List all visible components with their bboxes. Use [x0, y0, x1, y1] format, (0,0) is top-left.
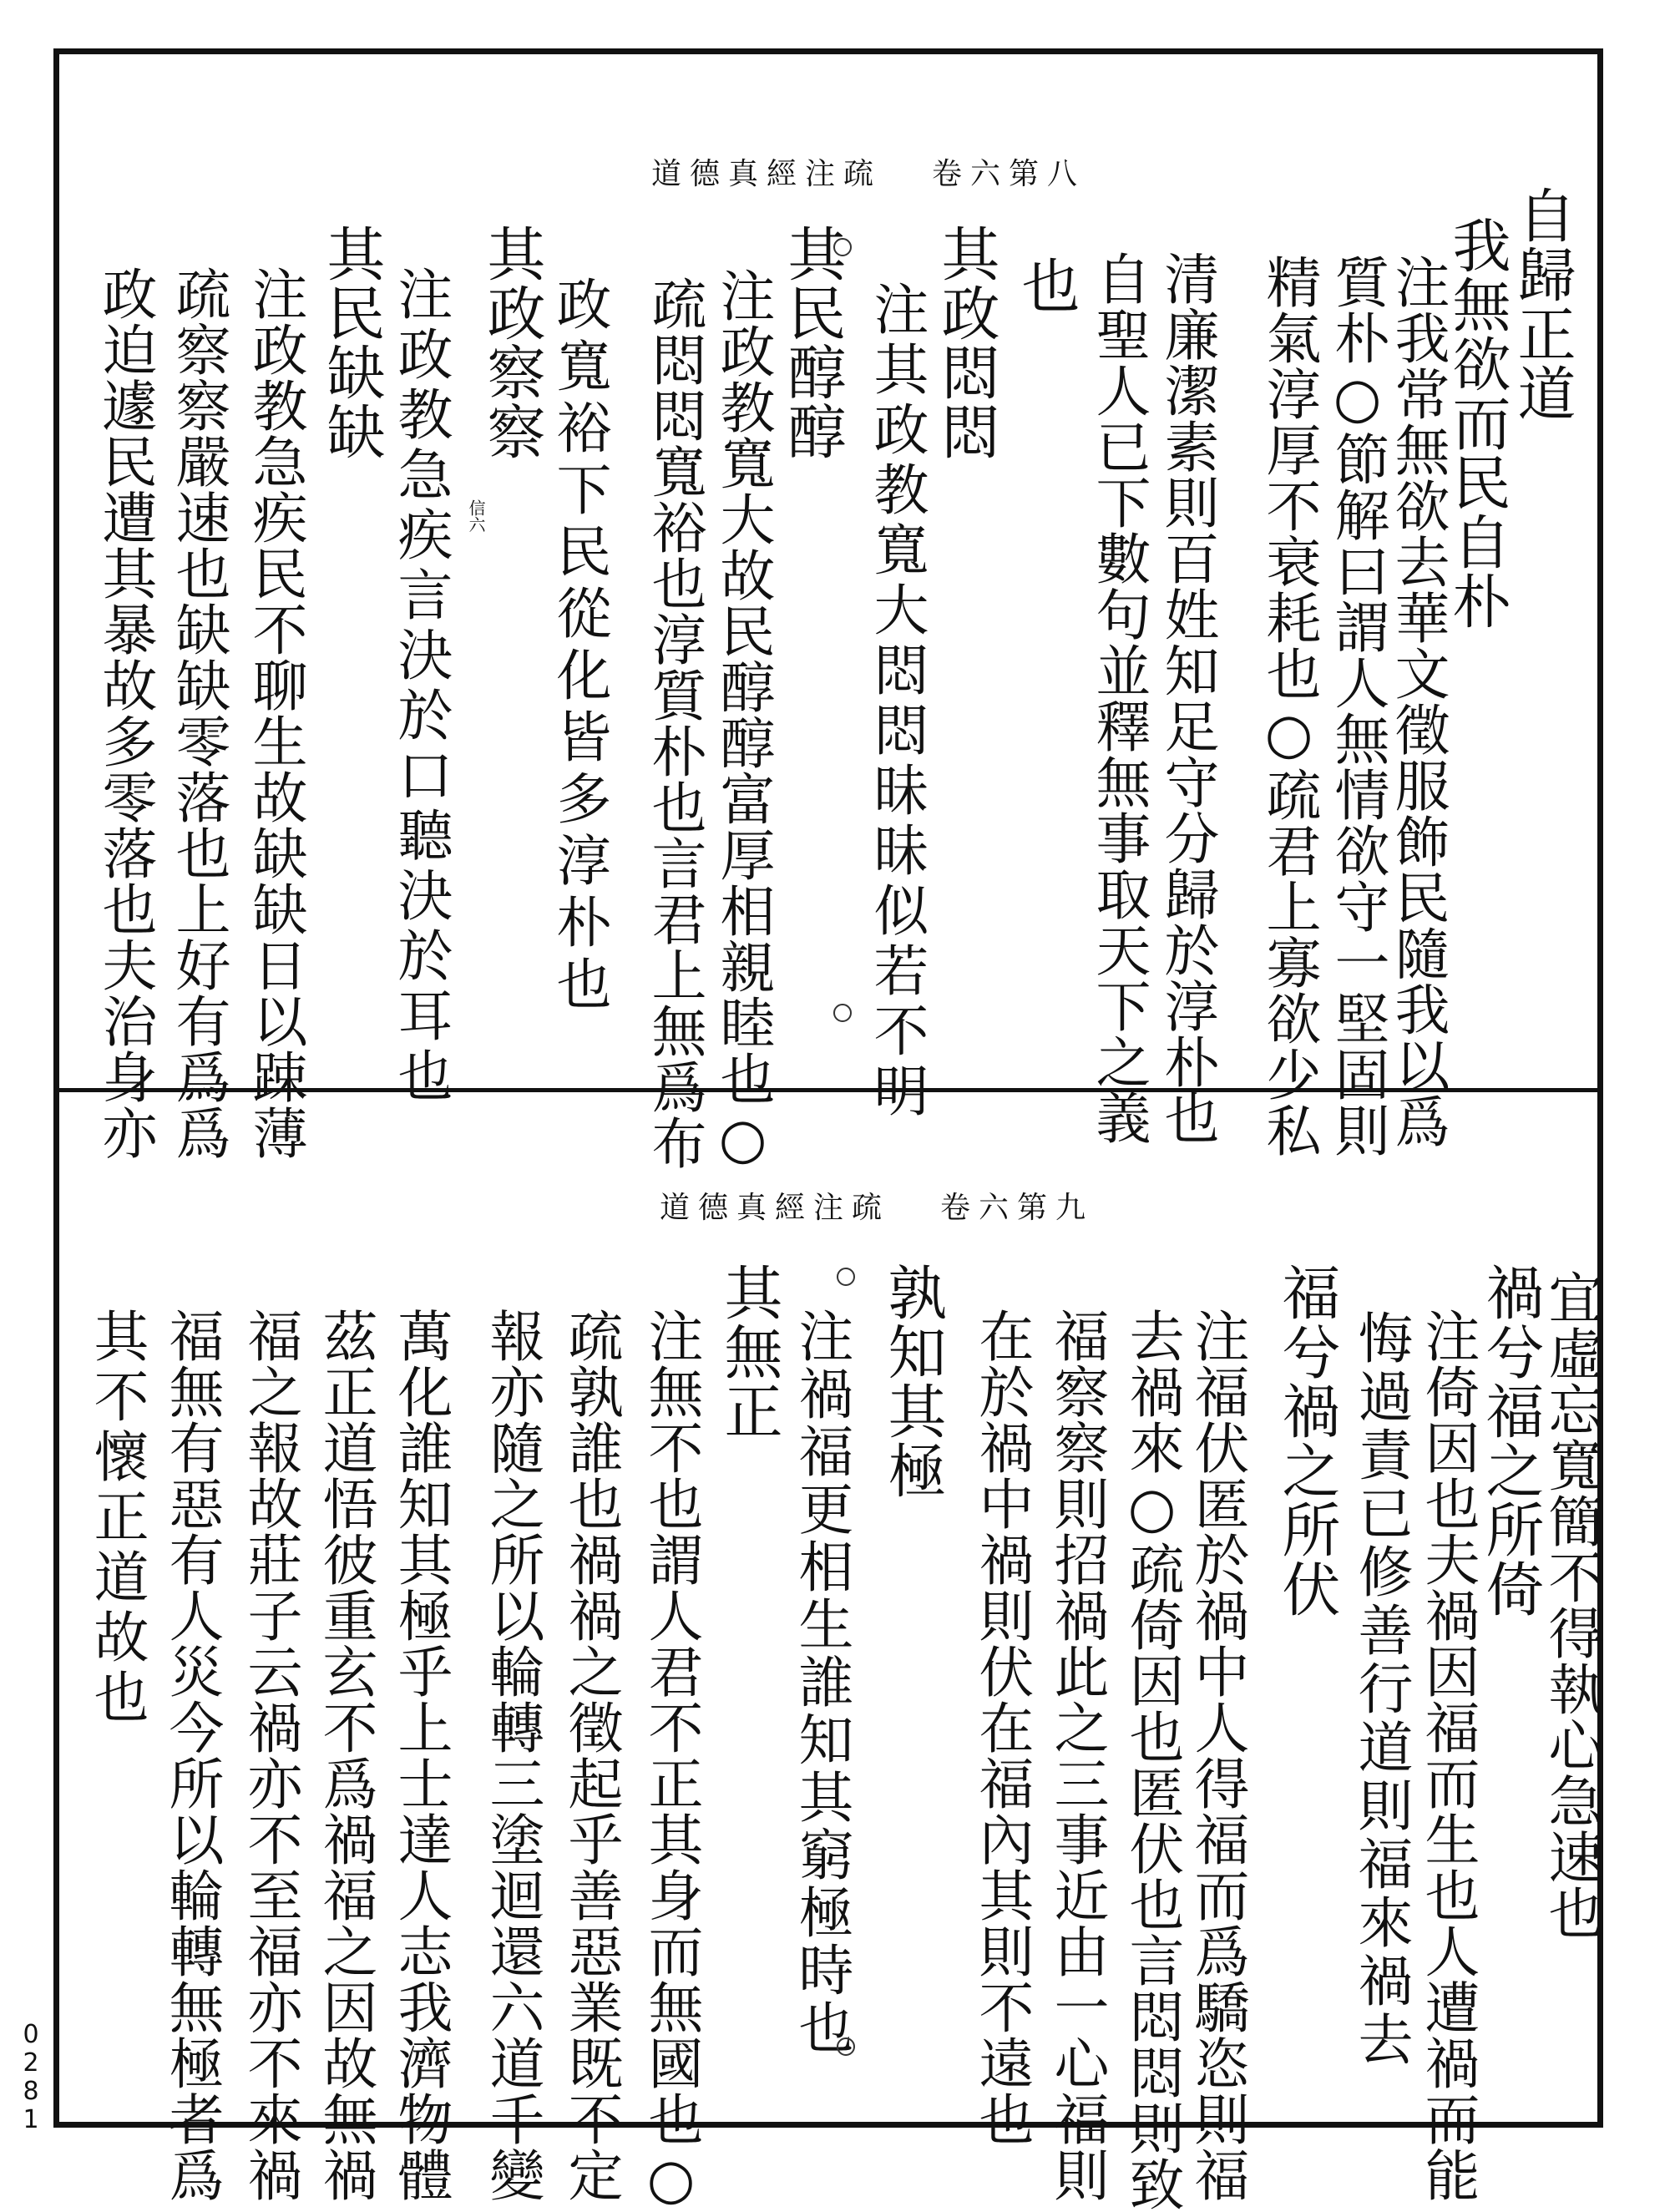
bottom-col-14: 疏孰誰也禍禍之徵起乎善惡業既不定	[559, 1308, 623, 2203]
bottom-col-2: 禍兮福之所倚	[1476, 1263, 1545, 1618]
bottom-col-18: 福之報故莊子云禍亦不至福亦不來禍	[238, 1308, 302, 2203]
bottom-col-5: 福兮禍之所伏	[1273, 1263, 1341, 1618]
bottom-col-13: 注無不也謂人君不正其身而無國也○	[639, 1308, 703, 2212]
bottom-col-8: 福察察則招禍此之三事近由一心福則	[1045, 1308, 1109, 2203]
top-col-7: 自聖人已下數句並釋無事取天下之義	[1086, 251, 1151, 1146]
top-col-11: 其民醇醇	[778, 224, 847, 461]
bottom-marker-2	[837, 2037, 855, 2056]
bottom-header	[660, 1184, 1094, 1227]
top-col-5: 精氣淳厚不衰耗也○疏君上寡欲少私	[1257, 254, 1321, 1158]
bottom-col-7: 去禍來○疏倚因也匿伏也言悶悶則致	[1120, 1308, 1184, 2212]
top-col-4: 質朴○節解曰謂人無情欲守一堅固則	[1325, 254, 1389, 1158]
top-col-10: 注其政教寬大悶悶昧昧似若不明	[864, 281, 929, 1122]
top-col-20: 政迫遽民遭其暴故多零落也夫治身亦	[93, 266, 157, 1161]
top-header-title: 道德真經注疏	[651, 157, 883, 191]
top-col-13: 疏悶悶寬裕也淳質朴也言君上無爲布	[642, 276, 706, 1171]
top-col-6: 清廉潔素則百姓知足守分歸於淳朴也	[1155, 251, 1219, 1146]
bottom-header-volume: 卷六	[940, 1191, 1018, 1225]
bottom-col-9: 在於禍中禍則伏在福內其則不遠也	[969, 1308, 1034, 2147]
top-col-9: 其政悶悶	[932, 224, 1000, 461]
top-header	[651, 150, 1086, 193]
top-col-12: 注政教寬大故民醇醇富厚相親睦也○	[711, 267, 775, 1172]
top-col-8: 也	[1012, 256, 1080, 315]
top-col-1: 自歸正道	[1508, 185, 1576, 423]
page-number: 0281	[23, 2020, 39, 2134]
bottom-col-19: 福無有惡有人災今所以輪轉無極者爲	[159, 1308, 224, 2203]
bottom-col-3: 注倚因也夫禍因福而生也人遭禍而能	[1415, 1308, 1480, 2203]
top-col-19: 疏察察嚴速也缺缺零落也上好有爲爲	[166, 266, 230, 1161]
bottom-col-4: 悔過責已修善行道則福來禍去	[1349, 1309, 1413, 2069]
bottom-col-17: 茲正道悟彼重玄不爲禍福之因故無禍	[313, 1308, 377, 2203]
bottom-col-12: 其無正	[715, 1263, 783, 1440]
top-marker-1	[833, 238, 852, 256]
top-col-3: 注我常無欲去華文徵服飾民隨我以爲	[1385, 254, 1450, 1149]
bottom-col-1: 宜虛忘寬簡不得執心急速也	[1539, 1269, 1603, 1941]
top-col-15: 其政察察	[478, 224, 546, 461]
top-header-page: 第八	[1009, 157, 1086, 191]
top-header-volume: 卷六	[932, 157, 1010, 191]
top-col-18: 注政教急疾民不聊生故缺缺日以踈薄	[243, 266, 307, 1161]
top-side-note: 信六	[466, 499, 486, 533]
top-col-2: 我無欲而民自朴	[1443, 215, 1511, 630]
bottom-col-16: 萬化誰知其極乎上士達人志我濟物體	[388, 1308, 453, 2203]
bottom-col-10: 孰知其極	[878, 1263, 947, 1500]
bottom-col-11: 注禍福更相生誰知其窮極時也	[789, 1308, 853, 2057]
top-col-17: 其民缺缺	[317, 224, 386, 461]
top-col-14: 政寬裕下民從化皆多淳朴也	[547, 276, 611, 1017]
bottom-col-15: 報亦隨之所以輪轉三塗迴還六道千變	[480, 1308, 544, 2203]
bottom-header-title: 道德真經注疏	[660, 1191, 891, 1225]
bottom-header-page: 第九	[1017, 1191, 1095, 1225]
bottom-col-6: 注福伏匿於禍中人得福而爲驕恣則福	[1185, 1308, 1249, 2203]
bottom-col-20: 其不懷正道故也	[84, 1308, 149, 1729]
top-marker-2	[833, 1004, 852, 1022]
bottom-marker-1	[837, 1268, 855, 1286]
top-col-16: 注政教急疾言決於口聽決於耳也	[388, 266, 453, 1107]
